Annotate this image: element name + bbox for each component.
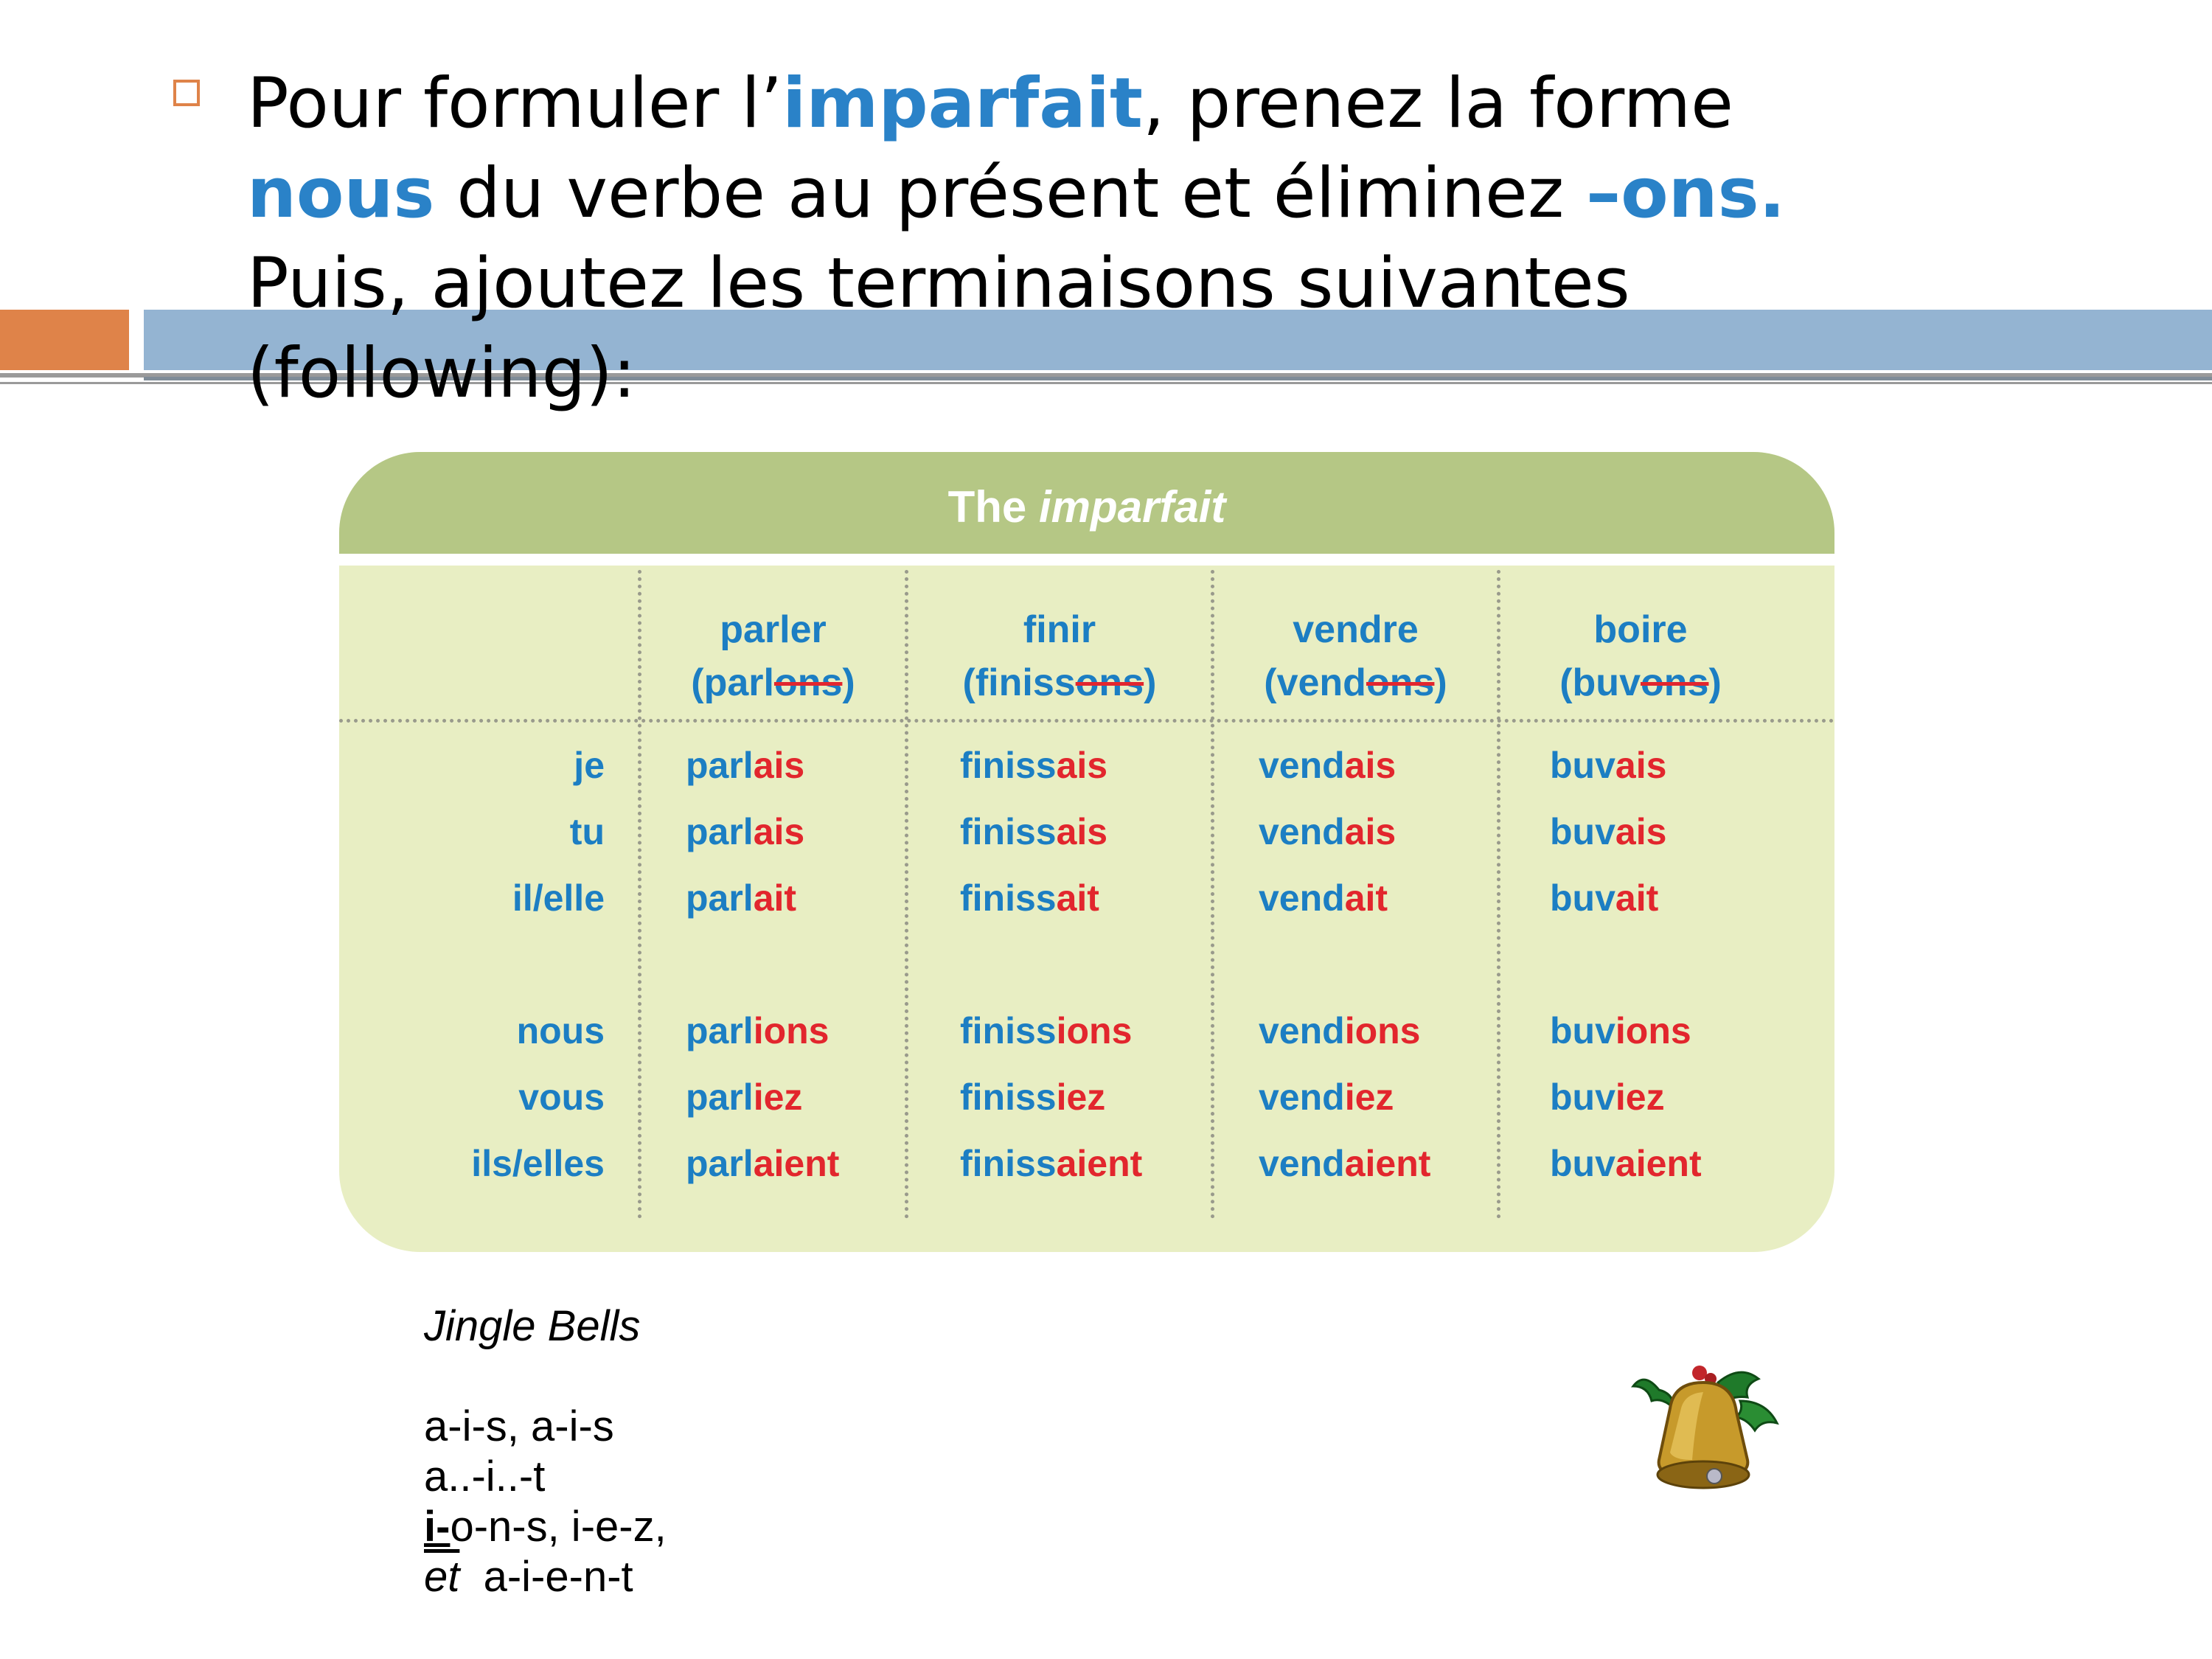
form-vendre-tu: vendais: [1259, 811, 1397, 852]
infinitive: parler: [720, 608, 827, 651]
instruction-text: [247, 59, 2017, 419]
form-vendre-nous: vendions: [1259, 1010, 1421, 1051]
form-boire-vous: buviez: [1550, 1077, 1665, 1118]
highlight-nous: nous: [247, 153, 435, 234]
nous-stem: (parlons): [691, 661, 855, 704]
jingle-bells-mnemonic: [424, 1301, 667, 1602]
orange-accent-bar: [0, 310, 129, 370]
form-boire-nous: buvions: [1550, 1010, 1691, 1051]
song-blank-line: [424, 1352, 667, 1402]
song-line: $\overline{et}$ a-i-e-n-t: [424, 1553, 633, 1601]
form-boire-tu: buvais: [1550, 811, 1667, 852]
song-line: a..-i..-t: [424, 1453, 546, 1500]
pronoun-nous: nous: [516, 1010, 605, 1051]
form-parler-vous: parliez: [686, 1077, 803, 1118]
header-gap: [339, 554, 1834, 566]
table-title-imparfait: imparfait: [1038, 482, 1226, 532]
song-title: Jingle Bells: [424, 1302, 641, 1350]
highlight-imparfait: imparfait: [782, 63, 1143, 144]
form-boire-il: buvait: [1550, 877, 1659, 919]
column-header-vendre: [1214, 603, 1497, 709]
text-segment: , prenez la forme: [1142, 63, 1733, 144]
song-line: a-i-s, a-i-s: [424, 1402, 614, 1450]
form-parler-nous: parlions: [686, 1010, 830, 1051]
nous-stem: (finissons): [962, 661, 1157, 704]
pronoun-il-elle: il/elle: [512, 877, 605, 919]
form-finir-vous: finissiez: [960, 1077, 1106, 1118]
bullet-square-icon: [173, 80, 200, 106]
form-parler-je: parlais: [686, 745, 805, 786]
pronoun-tu: tu: [569, 811, 605, 852]
form-vendre-il: vendait: [1259, 877, 1388, 919]
form-vendre-ils: vendaient: [1259, 1143, 1431, 1184]
column-header-finir: [908, 603, 1211, 709]
pronoun-ils-elles: ils/elles: [471, 1143, 605, 1184]
pronoun-vous: vous: [518, 1077, 605, 1118]
form-vendre-vous: vendiez: [1259, 1077, 1394, 1118]
nous-stem: (buvons): [1559, 661, 1722, 704]
pronoun-je: je: [574, 745, 605, 786]
text-segment: du verbe au présent et éliminez: [434, 153, 1587, 234]
nous-stem: (vendons): [1264, 661, 1447, 704]
conjugation-table: [339, 452, 1834, 1252]
form-parler-il: parlait: [686, 877, 797, 919]
text-segment: Puis, ajoutez les terminaisons suivantes (following):: [247, 243, 1630, 414]
form-boire-ils: buvaient: [1550, 1143, 1702, 1184]
form-finir-nous: finissions: [960, 1010, 1133, 1051]
infinitive: finir: [1023, 608, 1096, 651]
row-divider: [339, 719, 1834, 723]
form-vendre-je: vendais: [1259, 745, 1397, 786]
form-finir-il: finissait: [960, 877, 1099, 919]
highlight-ons: –ons.: [1586, 153, 1786, 234]
infinitive: vendre: [1293, 608, 1419, 651]
column-header-parler: [641, 603, 905, 709]
form-boire-je: buvais: [1550, 745, 1667, 786]
infinitive: boire: [1593, 608, 1688, 651]
christmas-bell-icon: [1630, 1357, 1784, 1504]
form-finir-je: finissais: [960, 745, 1108, 786]
text-segment: Pour formuler l’: [247, 63, 783, 144]
table-title-the: The: [947, 482, 1039, 532]
form-parler-ils: parlaient: [686, 1143, 840, 1184]
column-header-boire: [1500, 603, 1781, 709]
form-finir-tu: finissais: [960, 811, 1108, 852]
form-finir-ils: finissaient: [960, 1143, 1143, 1184]
form-parler-tu: parlais: [686, 811, 805, 852]
song-line: i-o-n-s, i-e-z,: [424, 1503, 667, 1551]
table-title: [339, 452, 1834, 554]
